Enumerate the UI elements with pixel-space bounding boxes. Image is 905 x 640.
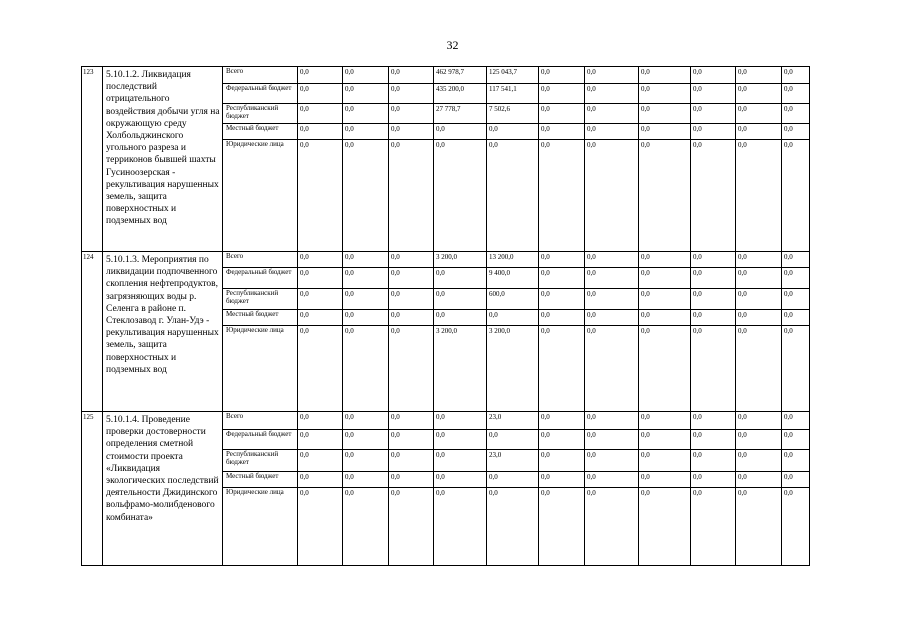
budget-table-body [82,67,810,566]
value-cell: 0,0 [736,104,782,124]
value-cell: 0,0 [539,289,585,310]
value-cell: 0,0 [691,140,736,252]
value-cell: 0,0 [639,450,691,472]
value-cell: 23,0 [487,412,539,430]
value-cell: 0,0 [389,268,434,289]
value-cell: 0,0 [639,268,691,289]
value-cell: 0,0 [298,104,343,124]
value-cell: 0,0 [487,488,539,566]
value-cell: 0,0 [389,310,434,326]
funding-source: Местный бюджет [223,472,298,488]
value-cell: 0,0 [782,326,810,412]
funding-source: Всего [223,412,298,430]
value-cell: 0,0 [539,252,585,268]
value-cell: 9 400,0 [487,268,539,289]
value-cell: 0,0 [782,124,810,140]
value-cell: 0,0 [298,412,343,430]
value-cell: 0,0 [298,268,343,289]
value-cell: 0,0 [585,124,639,140]
value-cell: 0,0 [539,84,585,104]
value-cell: 0,0 [298,488,343,566]
value-cell: 0,0 [298,124,343,140]
value-cell: 0,0 [639,252,691,268]
value-cell: 0,0 [691,84,736,104]
funding-source: Местный бюджет [223,310,298,326]
value-cell: 0,0 [585,84,639,104]
value-cell: 0,0 [539,412,585,430]
value-cell: 0,0 [691,488,736,566]
funding-source: Всего [223,252,298,268]
value-cell: 0,0 [343,67,389,84]
value-cell: 0,0 [691,412,736,430]
budget-table [81,66,810,566]
value-cell: 0,0 [736,430,782,450]
value-cell: 0,0 [782,140,810,252]
value-cell: 0,0 [539,67,585,84]
value-cell: 0,0 [343,140,389,252]
funding-source: Федеральный бюджет [223,430,298,450]
value-cell: 0,0 [539,310,585,326]
value-cell: 0,0 [434,472,487,488]
value-cell: 0,0 [389,430,434,450]
value-cell: 0,0 [343,104,389,124]
value-cell: 0,0 [691,252,736,268]
value-cell: 0,0 [343,84,389,104]
funding-source: Всего [223,67,298,84]
value-cell: 0,0 [343,289,389,310]
value-cell: 0,0 [691,289,736,310]
measure-title: 5.10.1.3. Мероприятия по ликвидации подпочвенного скопления нефтепродуктов, загрязняющих воды р. Селенга в районе п. Стеклозавод г. Улан-Удэ - рекультивация нарушенных земель, защита поверхностных и подземных вод [103,252,223,412]
value-cell: 0,0 [736,140,782,252]
measure-title: 5.10.1.2. Ликвидация последствий отрицательного воздействия добычи угля на окружающую среду Холбольджинского угольного разреза и терриконов бывшей шахты Гусиноозерская - рекультивация нарушенных земель, защита поверхностных и подземных вод [103,67,223,252]
value-cell: 0,0 [487,472,539,488]
value-cell: 0,0 [343,412,389,430]
funding-source: Республиканский бюджет [223,104,298,124]
value-cell: 0,0 [639,140,691,252]
value-cell: 0,0 [343,488,389,566]
value-cell: 0,0 [691,310,736,326]
value-cell: 0,0 [434,310,487,326]
value-cell: 117 541,1 [487,84,539,104]
value-cell: 3 200,0 [434,326,487,412]
value-cell: 0,0 [434,124,487,140]
value-cell: 27 778,7 [434,104,487,124]
value-cell: 0,0 [298,472,343,488]
funding-source: Федеральный бюджет [223,84,298,104]
value-cell: 0,0 [434,488,487,566]
value-cell: 0,0 [736,252,782,268]
value-cell: 0,0 [487,140,539,252]
value-cell: 0,0 [639,326,691,412]
value-cell: 0,0 [585,268,639,289]
value-cell: 0,0 [639,104,691,124]
table-row [82,67,810,84]
value-cell: 0,0 [487,124,539,140]
value-cell: 0,0 [691,104,736,124]
value-cell: 0,0 [389,289,434,310]
value-cell: 0,0 [736,84,782,104]
value-cell: 435 200,0 [434,84,487,104]
value-cell: 0,0 [782,430,810,450]
row-number: 123 [82,67,103,252]
value-cell: 0,0 [736,412,782,430]
value-cell: 0,0 [298,450,343,472]
value-cell: 0,0 [782,472,810,488]
value-cell: 0,0 [782,488,810,566]
value-cell: 0,0 [691,450,736,472]
funding-source: Республиканский бюджет [223,450,298,472]
funding-source: Юридические лица [223,326,298,412]
value-cell: 0,0 [639,289,691,310]
value-cell: 0,0 [639,472,691,488]
value-cell: 0,0 [585,104,639,124]
value-cell: 0,0 [782,450,810,472]
value-cell: 0,0 [298,289,343,310]
table-row [82,412,810,430]
measure-title: 5.10.1.4. Проведение проверки достоверности определения сметной стоимости проекта «Ликвидация экологических последствий деятельности Джидинского вольфрамо-молибденового комбината» [103,412,223,566]
value-cell: 0,0 [539,472,585,488]
value-cell: 0,0 [389,84,434,104]
value-cell: 0,0 [389,450,434,472]
value-cell: 0,0 [585,430,639,450]
value-cell: 0,0 [639,124,691,140]
value-cell: 13 200,0 [487,252,539,268]
value-cell: 0,0 [782,104,810,124]
page-number: 32 [446,38,459,52]
value-cell: 0,0 [639,430,691,450]
value-cell: 0,0 [736,472,782,488]
value-cell: 125 043,7 [487,67,539,84]
value-cell: 0,0 [434,289,487,310]
funding-source: Юридические лица [223,140,298,252]
value-cell: 600,0 [487,289,539,310]
value-cell: 0,0 [389,252,434,268]
value-cell: 0,0 [298,252,343,268]
value-cell: 0,0 [736,289,782,310]
value-cell: 0,0 [782,412,810,430]
value-cell: 0,0 [343,326,389,412]
value-cell: 0,0 [782,289,810,310]
value-cell: 0,0 [487,310,539,326]
value-cell: 0,0 [782,84,810,104]
value-cell: 0,0 [691,268,736,289]
value-cell: 0,0 [782,268,810,289]
row-number: 124 [82,252,103,412]
value-cell: 0,0 [539,326,585,412]
value-cell: 0,0 [434,450,487,472]
value-cell: 0,0 [782,67,810,84]
value-cell: 0,0 [389,67,434,84]
value-cell: 0,0 [298,67,343,84]
value-cell: 0,0 [691,472,736,488]
value-cell: 0,0 [298,310,343,326]
value-cell: 0,0 [782,310,810,326]
value-cell: 0,0 [389,104,434,124]
value-cell: 0,0 [343,310,389,326]
value-cell: 0,0 [639,84,691,104]
funding-source: Местный бюджет [223,124,298,140]
value-cell: 0,0 [639,310,691,326]
value-cell: 0,0 [539,430,585,450]
value-cell: 0,0 [434,140,487,252]
value-cell: 0,0 [389,412,434,430]
value-cell: 0,0 [434,268,487,289]
value-cell: 0,0 [736,310,782,326]
value-cell: 0,0 [585,140,639,252]
value-cell: 0,0 [585,450,639,472]
row-number: 125 [82,412,103,566]
value-cell: 0,0 [343,430,389,450]
value-cell: 0,0 [298,140,343,252]
value-cell: 0,0 [585,289,639,310]
value-cell: 0,0 [691,430,736,450]
value-cell: 0,0 [343,252,389,268]
value-cell: 462 978,7 [434,67,487,84]
value-cell: 0,0 [539,104,585,124]
funding-source: Юридические лица [223,488,298,566]
value-cell: 3 200,0 [487,326,539,412]
value-cell: 0,0 [434,412,487,430]
value-cell: 0,0 [782,252,810,268]
value-cell: 0,0 [343,472,389,488]
value-cell: 0,0 [585,310,639,326]
value-cell: 0,0 [736,124,782,140]
value-cell: 0,0 [639,67,691,84]
value-cell: 0,0 [298,430,343,450]
value-cell: 0,0 [639,488,691,566]
value-cell: 0,0 [539,140,585,252]
funding-source: Республиканский бюджет [223,289,298,310]
value-cell: 0,0 [585,488,639,566]
value-cell: 0,0 [585,412,639,430]
value-cell: 7 502,6 [487,104,539,124]
value-cell: 0,0 [343,450,389,472]
value-cell: 0,0 [585,326,639,412]
value-cell: 0,0 [539,124,585,140]
value-cell: 0,0 [736,326,782,412]
value-cell: 0,0 [736,67,782,84]
funding-source: Федеральный бюджет [223,268,298,289]
value-cell: 0,0 [585,67,639,84]
value-cell: 0,0 [389,124,434,140]
value-cell: 0,0 [389,488,434,566]
value-cell: 0,0 [585,252,639,268]
table-row [82,252,810,268]
value-cell: 0,0 [736,450,782,472]
value-cell: 0,0 [691,67,736,84]
value-cell: 0,0 [691,124,736,140]
value-cell: 0,0 [639,412,691,430]
value-cell: 0,0 [539,488,585,566]
value-cell: 3 200,0 [434,252,487,268]
value-cell: 0,0 [691,326,736,412]
value-cell: 0,0 [487,430,539,450]
value-cell: 0,0 [343,124,389,140]
value-cell: 0,0 [736,488,782,566]
value-cell: 0,0 [389,140,434,252]
value-cell: 0,0 [389,326,434,412]
value-cell: 0,0 [389,472,434,488]
value-cell: 0,0 [539,268,585,289]
value-cell: 0,0 [298,326,343,412]
value-cell: 0,0 [736,268,782,289]
value-cell: 0,0 [434,430,487,450]
value-cell: 23,0 [487,450,539,472]
value-cell: 0,0 [539,450,585,472]
value-cell: 0,0 [585,472,639,488]
value-cell: 0,0 [343,268,389,289]
value-cell: 0,0 [298,84,343,104]
